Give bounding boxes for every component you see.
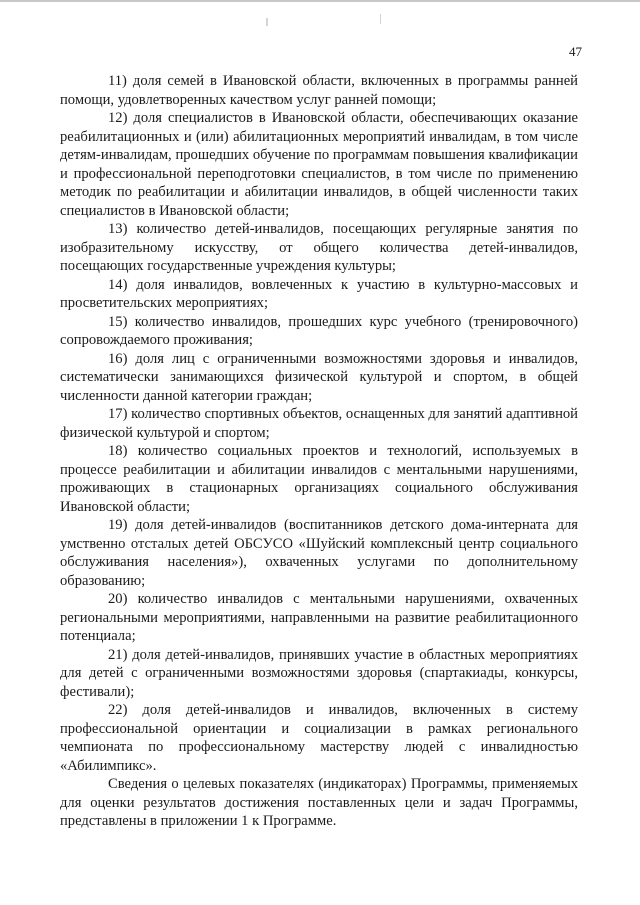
- paragraph-item-22: 22) доля детей-инвалидов и инвалидов, включенных в систему профессиональной ориентации и социализации в рамках регионального чемпионата по профессиональному мастерству людей с инвалидностью «Абилимпикс».: [60, 702, 578, 774]
- document-body: [60, 72, 578, 831]
- paragraph-item-18: 18) количество социальных проектов и технологий, используемых в процессе реабилитации и абилитации инвалидов с ментальными нарушениями, проживающих в стационарных организациях социального обслуживания Ивановской области;: [60, 443, 578, 515]
- paragraph-item-11: 11) доля семей в Ивановской области, включенных в программы ранней помощи, удовлетворенных качеством услуг ранней помощи;: [60, 73, 578, 108]
- paragraph-item-13: 13) количество детей-инвалидов, посещающих регулярные занятия по изобразительному искусству, от общего количества детей-инвалидов, посещающих государственные учреждения культуры;: [60, 221, 578, 274]
- paragraph-item-21: 21) доля детей-инвалидов, принявших участие в областных мероприятиях для детей с ограниченными возможностями здоровья (спартакиады, конкурсы, фестивали);: [60, 646, 578, 700]
- paragraph-item-14: 14) доля инвалидов, вовлеченных к участию в культурно-массовых и просветительских мероприятиях;: [60, 276, 578, 311]
- paragraph-item-12: 12) доля специалистов в Ивановской области, обеспечивающих оказание реабилитационных и (или) абилитационных мероприятий инвалидам, в том числе детям-инвалидам, прошедших обучение по программам повышения квалификации и профессиональной переподготовки специалистов, в том числе по применению методик по реабилитации и абилитации инвалидов, в общей численности таких специалистов в Ивановской области;: [60, 110, 578, 219]
- page-number: 47: [569, 44, 582, 59]
- closing-paragraph: Сведения о целевых показателях (индикаторах) Программы, применяемых для оценки результатов достижения поставленных цели и задач Программы, представлены в приложении 1 к Программе.: [60, 776, 578, 829]
- paragraph-item-17: 17) количество спортивных объектов, оснащенных для занятий адаптивной физической культурой и спортом;: [60, 406, 578, 441]
- paragraph-item-15: 15) количество инвалидов, прошедших курс учебного (тренировочного) сопровождаемого проживания;: [60, 313, 578, 348]
- paragraph-item-16: 16) доля лиц с ограниченными возможностями здоровья и инвалидов, систематически занимающихся физической культурой и спортом, в общей численности данной категории граждан;: [60, 350, 578, 404]
- scan-mark: [380, 14, 381, 24]
- scan-mark: [266, 18, 268, 26]
- scan-edge: [0, 0, 640, 2]
- paragraph-item-20: 20) количество инвалидов с ментальными нарушениями, охваченных региональными мероприятиями, направленными на развитие реабилитационного потенциала;: [60, 591, 578, 644]
- paragraph-item-19: 19) доля детей-инвалидов (воспитанников детского дома-интерната для умственно отсталых детей ОБСУСО «Шуйский комплексный центр социального обслуживания населения»), охваченных услугами по дополнительному образованию;: [60, 517, 578, 589]
